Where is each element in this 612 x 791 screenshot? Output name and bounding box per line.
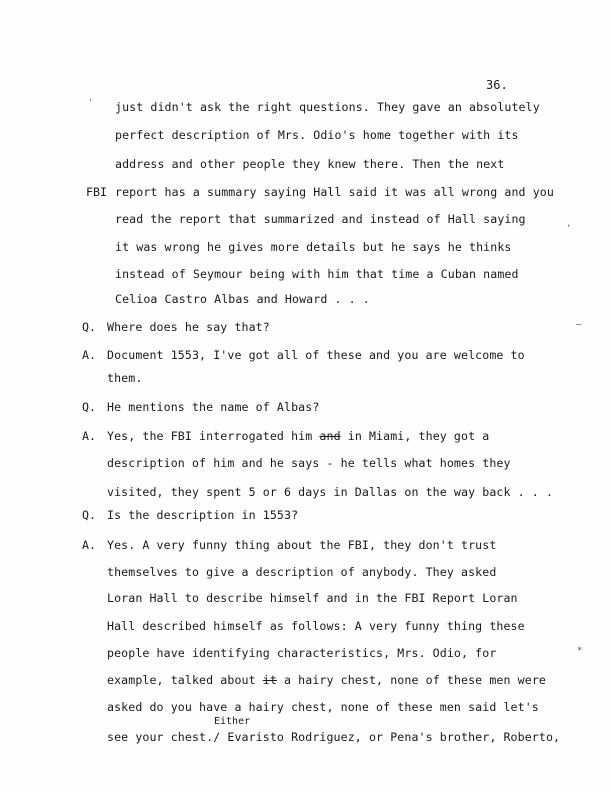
text-line-14: description of him and he says - he tells what homes they <box>107 456 511 470</box>
text-line-6: it was wrong he gives more details but he says he thinks <box>115 240 512 254</box>
text-line-12: He mentions the name of Albas? <box>107 400 320 414</box>
text-segment: Yes, the FBI interrogated him <box>107 429 320 443</box>
text-segment: a hairy chest, none of these men were <box>276 673 546 687</box>
margin-dash: — <box>576 320 582 330</box>
text-line-7: instead of Seymour being with him that time a Cuban named <box>115 267 519 281</box>
text-segment: in Miami, they got a <box>340 429 490 443</box>
struck-text: it <box>262 673 277 687</box>
text-line-9: Where does he say that? <box>107 320 270 334</box>
text-line-18: themselves to give a description of anybody. They asked <box>107 565 497 579</box>
answer-label: A. <box>82 538 96 552</box>
text-line-5: read the report that summarized and instead of Hall saying <box>115 212 526 226</box>
text-line-16: Is the description in 1553? <box>107 508 299 522</box>
page-number: 36. <box>486 78 508 92</box>
text-line-13 <box>107 429 489 443</box>
text-line-19: Loran Hall to describe himself and in the FBI Report Loran <box>107 591 518 605</box>
text-line-8: Celioa Castro Albas and Howard . . . <box>115 292 370 306</box>
text-line-3: address and other people they knew there. Then the next <box>115 157 505 171</box>
text-line-20: Hall described himself as follows: A very funny thing these <box>107 619 525 633</box>
answer-label: A. <box>82 429 96 443</box>
text-line-23: asked do you have a hairy chest, none of these men said let's <box>107 700 539 714</box>
margin-label-fbi: FBI <box>86 185 107 199</box>
question-label: Q. <box>82 400 96 414</box>
struck-text: and <box>319 429 341 443</box>
stray-mark: * <box>577 646 583 656</box>
question-label: Q. <box>82 320 96 334</box>
stray-mark: ' <box>88 98 94 108</box>
interlinear-insert: Either <box>214 716 251 727</box>
text-line-21: people have identifying characteristics, Mrs. Odio, for <box>107 646 497 660</box>
text-line-22 <box>107 673 546 687</box>
text-line-10: Document 1553, I've got all of these and you are welcome to <box>107 348 525 362</box>
question-label: Q. <box>82 508 96 522</box>
answer-label: A. <box>82 348 96 362</box>
text-segment: example, talked about <box>107 673 263 687</box>
text-line-11: them. <box>107 371 143 385</box>
text-line-15: visited, they spent 5 or 6 days in Dallas on the way back . . . <box>107 485 554 499</box>
text-line-2: perfect description of Mrs. Odio's home together with its <box>115 128 519 142</box>
stray-mark: ' <box>566 224 572 234</box>
text-line-1: just didn't ask the right questions. They gave an absolutely <box>115 100 540 114</box>
text-line-4: report has a summary saying Hall said it was all wrong and you <box>115 185 554 199</box>
text-line-24: see your chest./ Evaristo Rodriguez, or Pena's brother, Roberto, <box>107 730 561 744</box>
text-line-17: Yes. A very funny thing about the FBI, they don't trust <box>107 538 497 552</box>
